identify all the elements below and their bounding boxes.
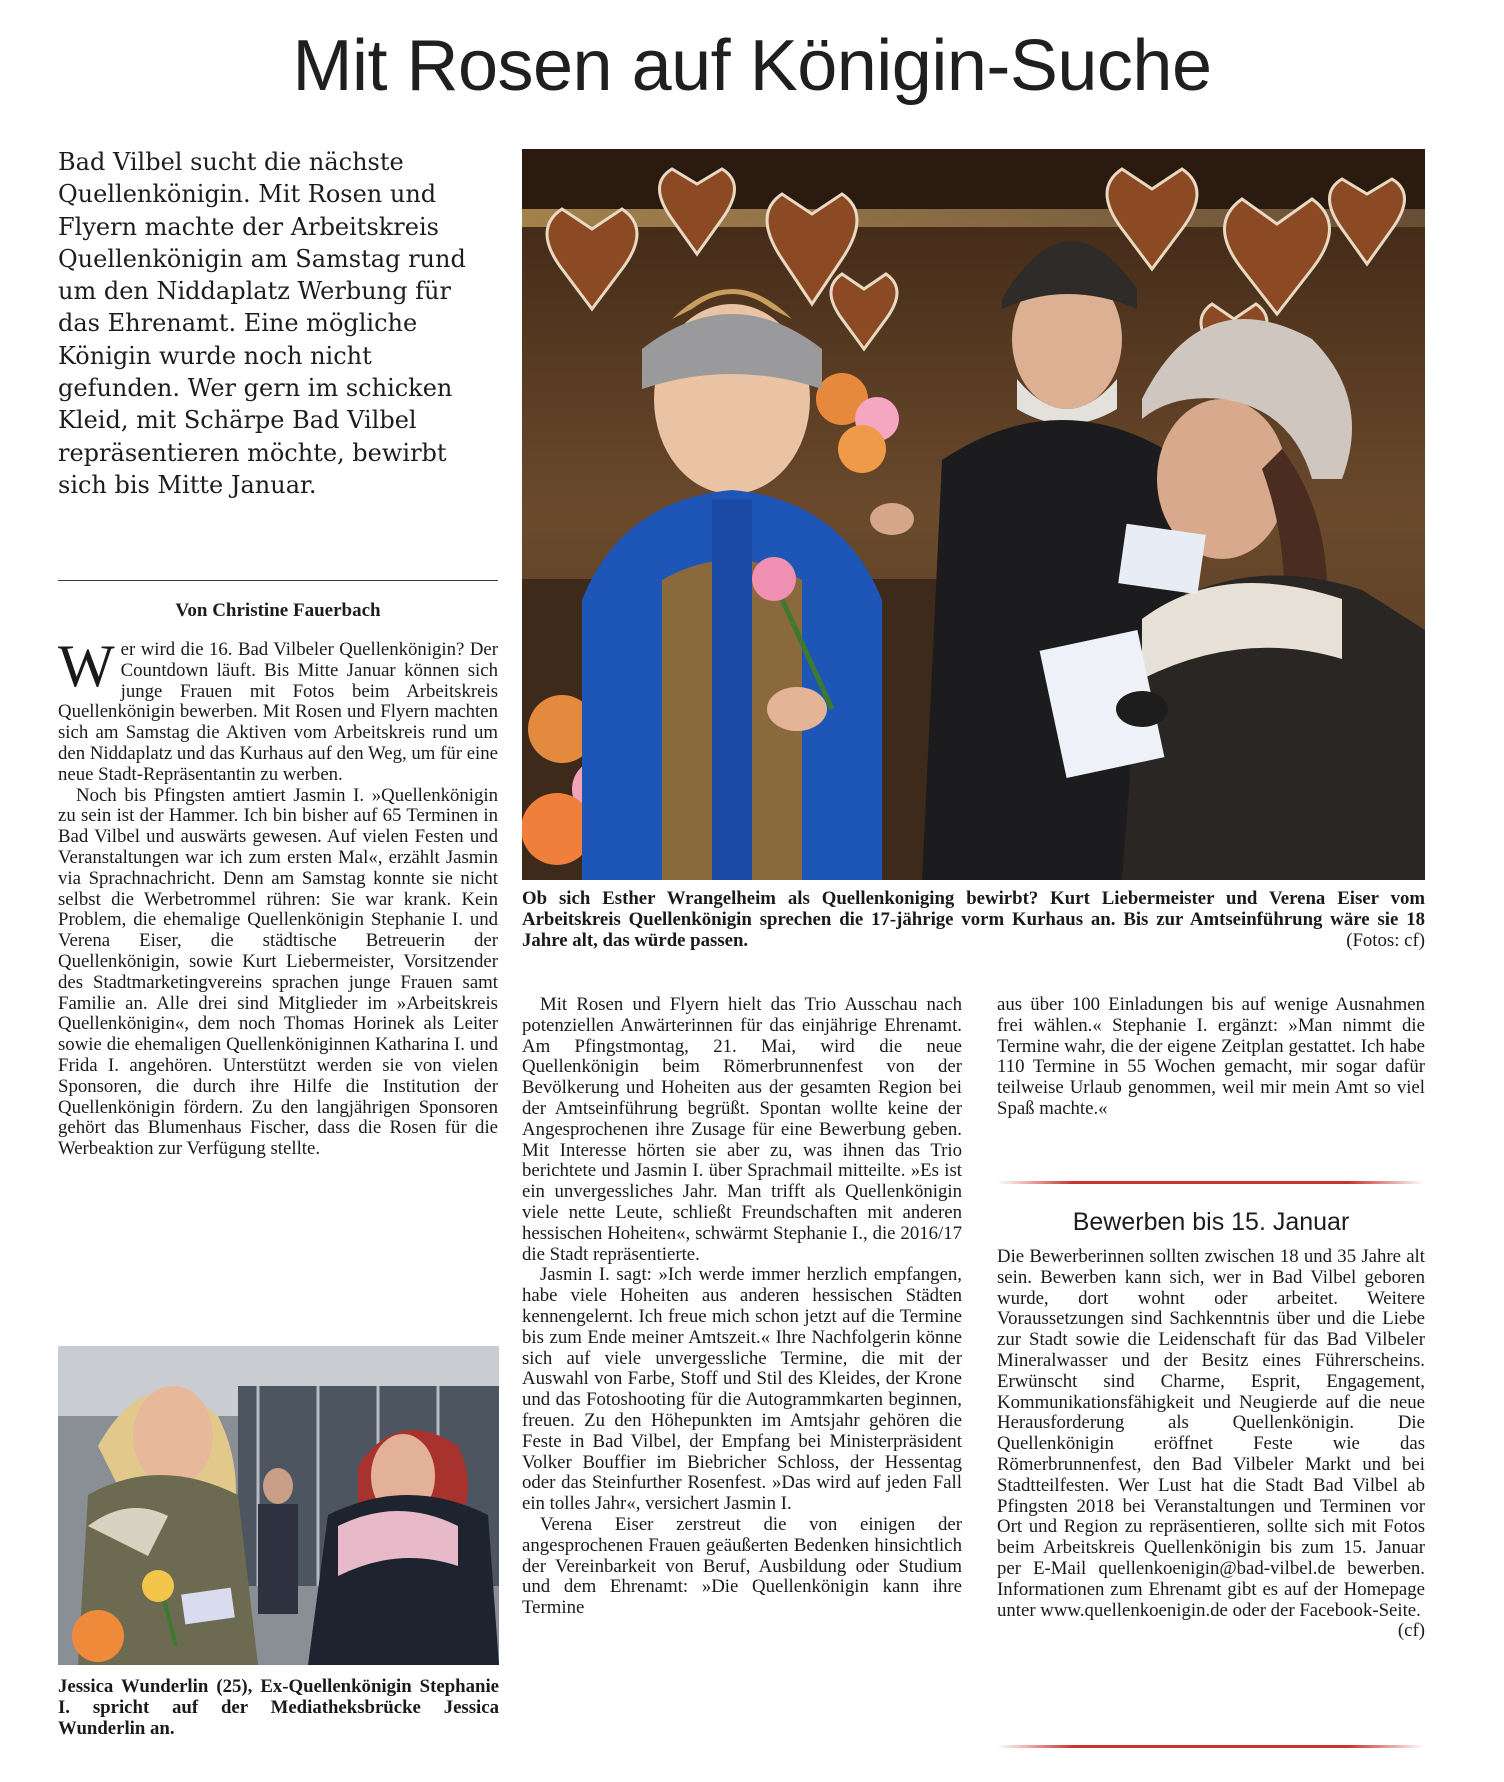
side-photo <box>58 1346 499 1665</box>
article-paragraph: Mit Rosen und Flyern hielt das Trio Ausschau nach potenziellen Anwärterinnen für das einjährige Ehrenamt. Am Pfingstmontag, 21. Mai, wird die neue Quellenkönigin beim Römerbrunnenfest von der Bevölkerung und Hoheiten aus der gesamten Region bei der Amtseinführung begrüßt. Spontan wollte keine der Angesprochenen ihre Zusage für eine Bewerbung geben. Mit Interesse hörten sie aber zu, was ihnen das Trio berichtete und Jasmin I. über Sprachmail mitteilte. »Es ist ein unvergessliches Jahr. Man trifft als Quellenkönigin viele nette Leute, schließt Freundschaften mit anderen hessischen Hoheiten«, schwärmt Stephanie I., die 2016/17 die Stadt repräsentierte. <box>522 994 962 1265</box>
article-paragraph <box>58 633 498 786</box>
article-paragraph: Jasmin I. sagt: »Ich werde immer herzlich empfangen, habe viele Hoheiten aus anderen hessischen Städten kennengelernt. Ich freue mich schon jetzt auf die Termine bis zum Ende meiner Amtszeit.« Ihre Nachfolgerin könne sich auf viele unvergessliche Termine, die mit der Auswahl von Farbe, Stoff und Stil des Kleides, der Krone und das Fotoshooting für die Autogrammkarten beginnen, freuen. Zu den Höhepunkten im Amtsjahr gehören die Feste in Bad Vilbel, der Empfang bei Ministerpräsident Volker Bouffier im Biebricher Schloss, der Hessentag oder das Steinfurther Rosenfest. »Das wird auf jeden Fall ein tolles Jahr«, versichert Jasmin I. <box>522 1264 962 1515</box>
photo-credit: (Fotos: cf) <box>1346 929 1425 951</box>
infobox-bottom-rule <box>997 1745 1425 1748</box>
side-photo-illustration <box>58 1346 499 1665</box>
infobox-body: Die Bewerberinnen sollten zwischen 18 und 35 Jahre alt sein. Bewerben kann sich, wer in Bad Vilbel geboren wurde, dort wohnt oder arbeitet. Weitere Voraussetzungen sind Sachkenntnis über und die Liebe zur Stadt sowie die Leidenschaft für das Bad Vilbeler Mineralwasser und der Besitz eines Führerscheins. Erwünscht sind Charme, Esprit, Engagement, Kommunikationsfähigkeit und Neugierde auf die neue Herausforderung als Quellenkönigin. Die Quellenkönigin eröffnet Feste wie das Römerbrunnenfest, den Bad Vilbeler Markt und bei Stadtteilfesten. Wer Lust hat die Stadt Bad Vilbel ab Pfingsten 2018 bei Veranstaltungen und Terminen vor Ort und Region zu repräsentieren, sollte sich mit Fotos beim Arbeitskreis Quellenkönigin bis zum 15. Januar per E-Mail quellenkoenigin@bad-vilbel.de bewerben. Informationen zum Ehrenamt gibt es auf der Homepage unter www.quellenkoenigin.de oder der Facebook-Seite. <box>997 1246 1425 1621</box>
article-column-2 <box>522 995 962 1619</box>
article-paragraph: aus über 100 Einladungen bis auf wenige Ausnahmen frei wählen.« Stephanie I. ergänzt: »Man nimmt die Termine wahr, die der eigene Zeitplan gestattet. Ich habe 110 Termine in 55 Wochen gemacht, mir sogar dafür teilweise Urlaub genommen, weil mir mein Amt so viel Spaß machte.« <box>997 994 1425 1119</box>
paragraph-text: er wird die 16. Bad Vilbeler Quellenkönigin? Der Countdown läuft. Bis Mitte Januar können sich junge Frauen mit Fotos beim Arbeitskreis Quellenkönigin bewerben. Mit Rosen und Flyern machten sich am Samstag die Aktiven vom Arbeitskreis rund um den Niddaplatz und das Kurhaus auf den Weg, um für eine neue Stadt-Repräsentantin zu werben. <box>58 639 498 785</box>
article-paragraph: Noch bis Pfingsten amtiert Jasmin I. »Quellenkönigin zu sein ist der Hammer. Ich bin bisher auf 65 Terminen in Bad Vilbel und auswärts gewesen. Auf vielen Festen und Veranstaltungen war ich zum ersten Mal«, erzählt Jasmin via Sprachnachricht. Denn am Samstag konnte sie nicht selbst die Werbetrommel rühren: Sie war krank. Kein Problem, die ehemalige Quellenkönigin Stephanie I. und Verena Eiser, die städtische Betreuerin der Quellenkönigin, sowie Kurt Liebermeister, Vorsitzender des Stadtmarketingvereins sprachen junge Frauen samt Familie an. Alle drei sind Mitglieder im »Arbeitskreis Quellenkönigin«, dem noch Thomas Horinek als Leiter sowie die ehemaligen Quellenköniginnen Katharina I. und Frida I. angehören. Unterstützt werden sie von vielen Sponsoren, die durch ihre Hilfe die Institution der Quellenkönigin fördern. Zu den langjährigen Sponsoren gehört das Blumenhaus Fischer, dass die Rosen für die Werbeaktion zur Verfügung stellte. <box>58 784 498 1160</box>
byline: Von Christine Fauerbach <box>175 600 381 621</box>
article-column-3 <box>997 995 1425 1120</box>
byline-divider <box>58 580 498 581</box>
infobox-signature: (cf) <box>1397 1620 1425 1642</box>
drop-cap: W <box>58 633 115 699</box>
infobox-paragraph <box>997 1246 1425 1642</box>
side-photo-caption: Jessica Wunderlin (25), Ex-Quellenkönigin Stephanie I. spricht auf der Mediatheksbrücke Jessica Wunderlin an. <box>58 1676 499 1739</box>
infobox-top-rule <box>997 1181 1425 1184</box>
infobox-title: Bewerben bis 15. Januar <box>1072 1208 1350 1236</box>
article-headline: Mit Rosen auf Königin-Suche <box>292 26 1212 106</box>
main-photo-caption <box>522 889 1425 951</box>
main-photo-illustration <box>522 149 1425 880</box>
article-column-1 <box>58 633 498 1160</box>
article-teaser: Bad Vilbel sucht die nächste Quellenkönigin. Mit Rosen und Flyern machte der Arbeitskreis Quellenkönigin am Samstag rund um den Niddaplatz Werbung für das Ehrenamt. Eine mögliche Königin wurde noch nicht gefunden. Wer gern im schicken Kleid, mit Schärpe Bad Vilbel repräsentieren möchte, bewirbt sich bis Mitte Januar. <box>58 148 466 499</box>
caption-text: Ob sich Esther Wrangelheim als Quellenkoniging bewirbt? Kurt Liebermeister und Verena Eiser vom Arbeitskreis Quellenkönigin sprechen die 17-jährige vorm Kurhaus an. Bis zur Amtseinführung wäre sie 18 Jahre alt, das würde passen. <box>522 888 1425 951</box>
infobox-text <box>997 1247 1425 1642</box>
article-paragraph: Verena Eiser zerstreut die von einigen der angesprochenen Frauen geäußerten Bedenken hinsichtlich der Vereinbarkeit von Beruf, Ausbildung oder Studium und dem Ehrenamt: »Die Quellenkönigin kann ihre Termine <box>522 1513 962 1619</box>
main-photo <box>522 149 1425 880</box>
